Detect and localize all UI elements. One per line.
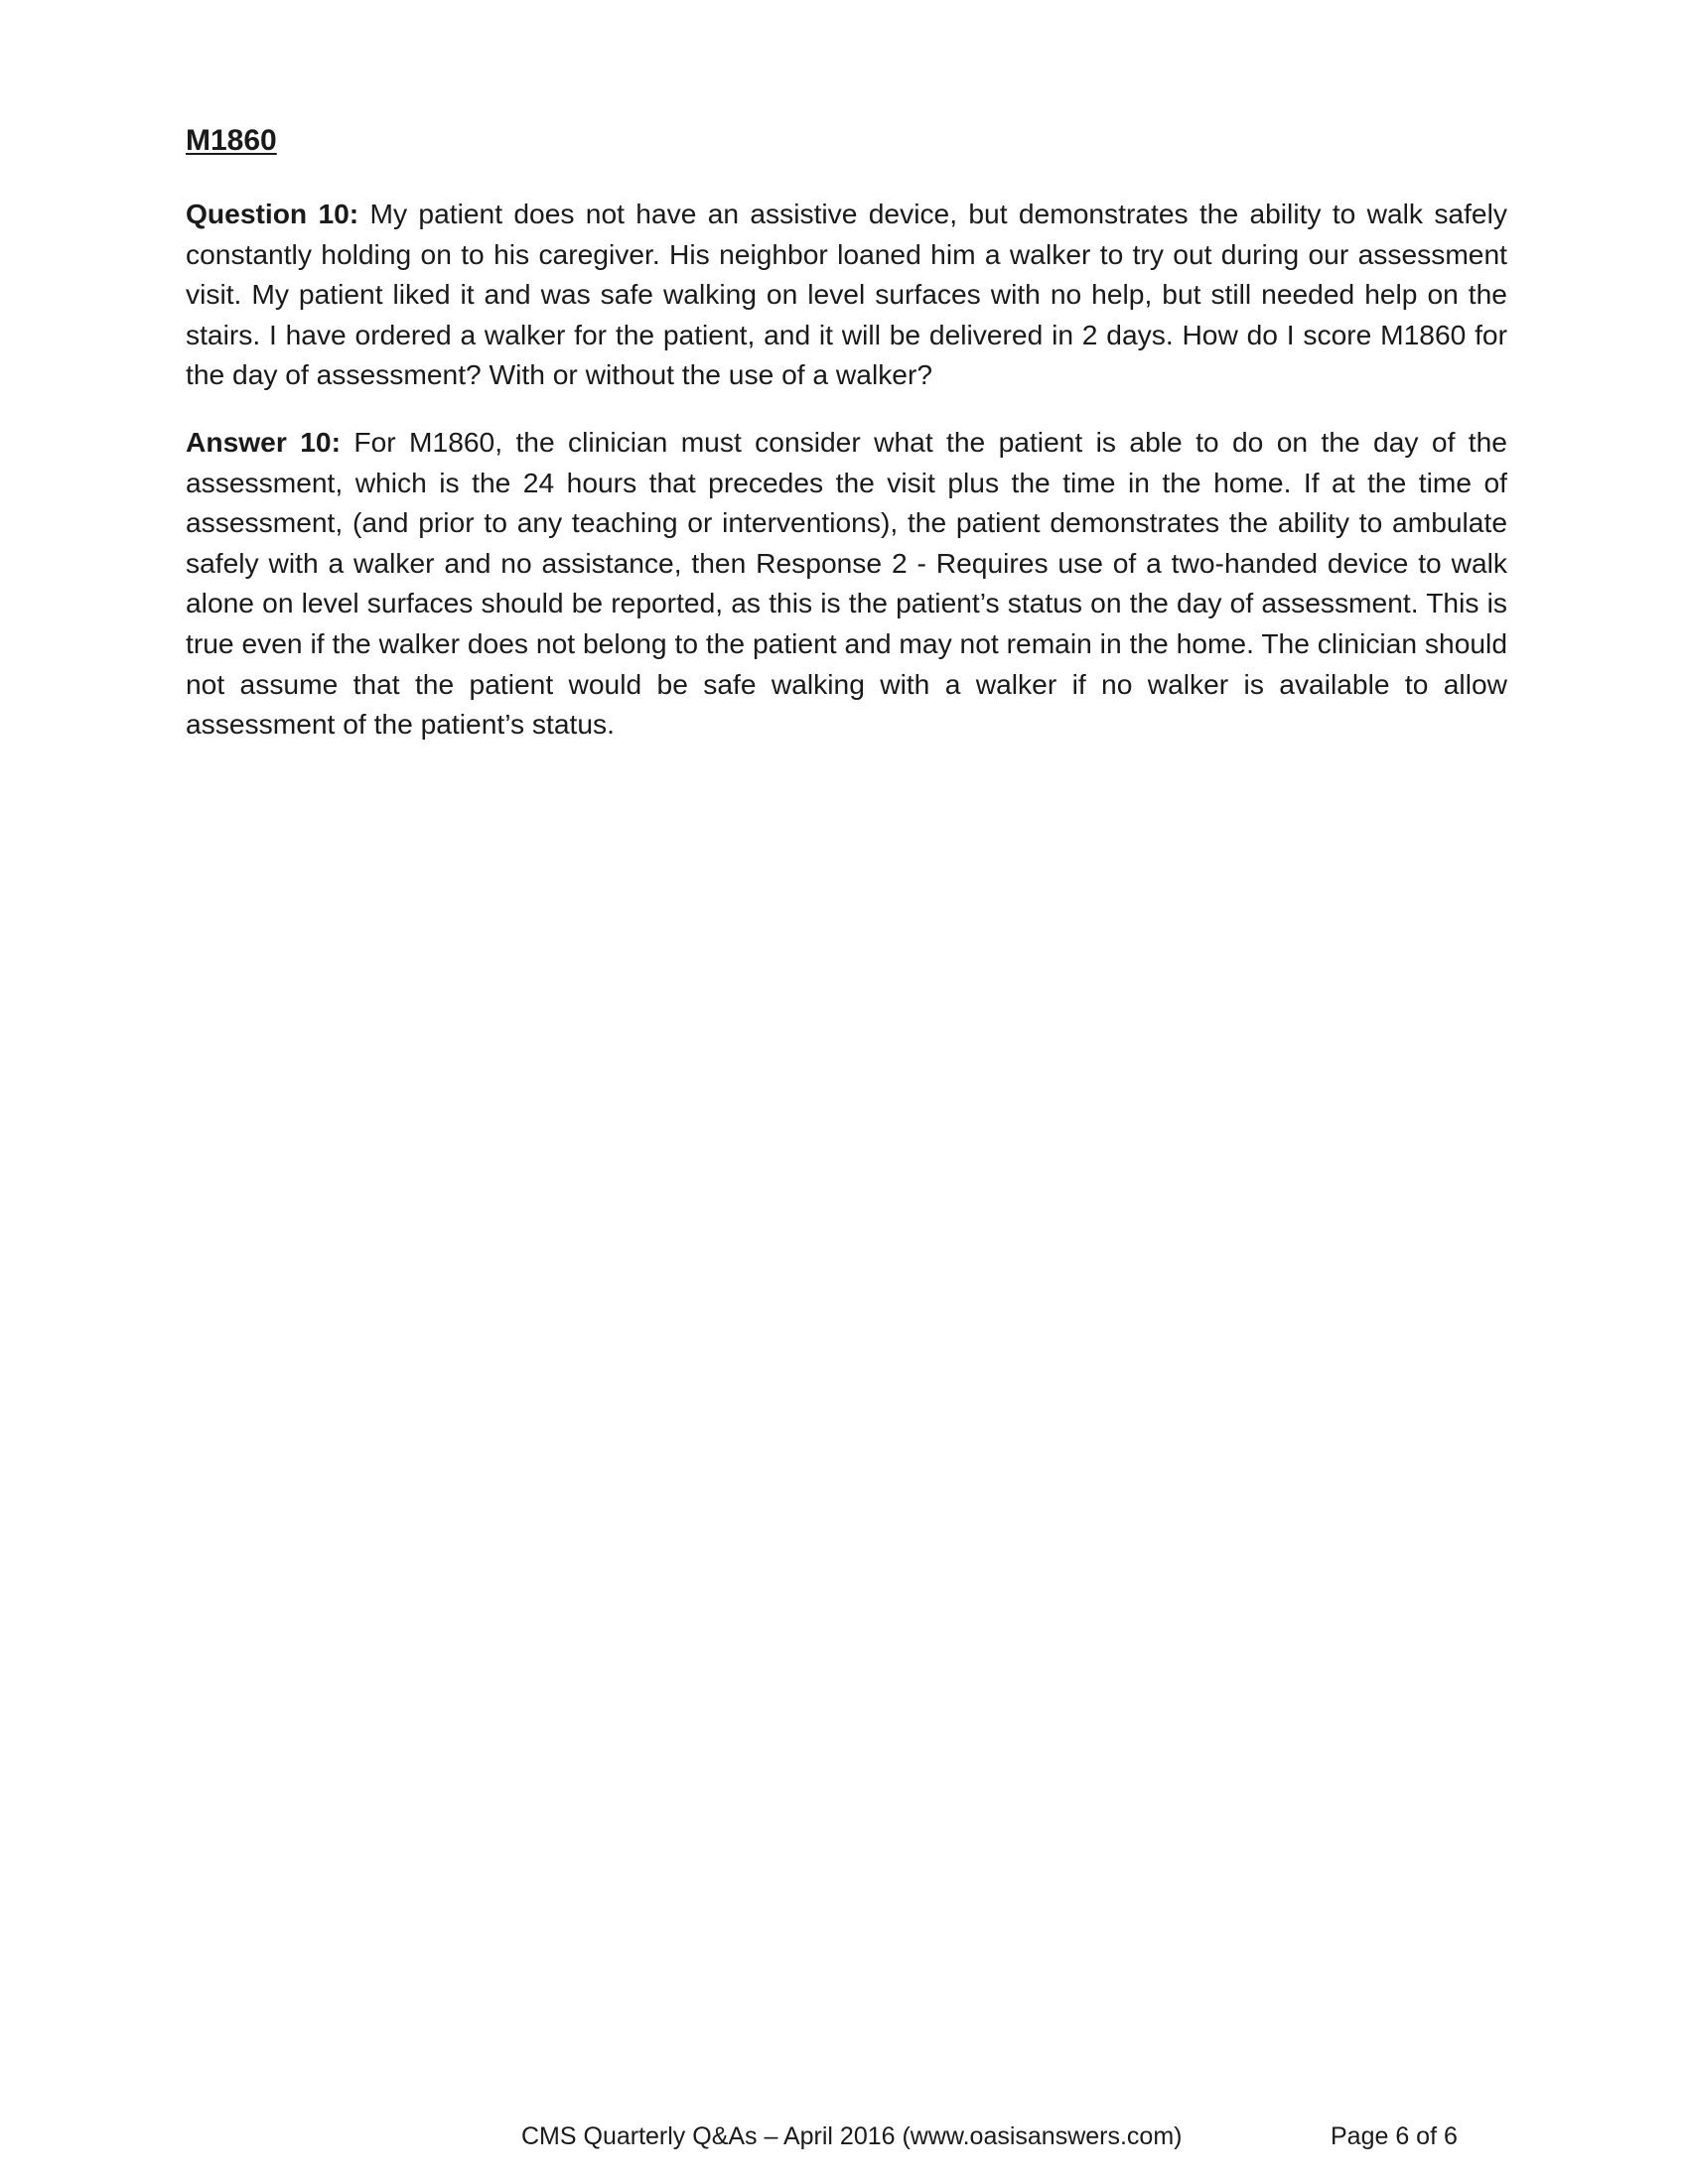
- answer-label: Answer 10:: [186, 426, 341, 458]
- section-title: M1860: [186, 124, 277, 157]
- question-label: Question 10:: [186, 198, 359, 229]
- footer-source: CMS Quarterly Q&As – April 2016 (www.oasisanswers.com): [521, 2122, 1183, 2150]
- question-paragraph: [186, 194, 1507, 395]
- page-number: Page 6 of 6: [1331, 2122, 1458, 2150]
- answer-text: For M1860, the clinician must consider what the patient is able to do on the day of the assessment, which is the 24 hours that precedes the visit plus the time in the home. If at the time of assessment, (and prior to any teaching or interventions), the patient demonstrates the ability to ambulate safely with a walker and no assistance, then Response 2 - Requires use of a two-handed device to walk alone on level surfaces should be reported, as this is the patient’s status on the day of assessment. This is true even if the walker does not belong to the patient and may not remain in the home. The clinician should not assume that the patient would be safe walking with a walker if no walker is available to allow assessment of the patient’s status.: [186, 426, 1507, 741]
- question-text: My patient does not have an assistive device, but demonstrates the ability to walk safely constantly holding on to his caregiver. His neighbor loaned him a walker to try out during our assessment visit. My patient liked it and was safe walking on level surfaces with no help, but still needed help on the stairs. I have ordered a walker for the patient, and it will be delivered in 2 days. How do I score M1860 for the day of assessment? With or without the use of a walker?: [186, 198, 1507, 391]
- answer-paragraph: [186, 422, 1507, 745]
